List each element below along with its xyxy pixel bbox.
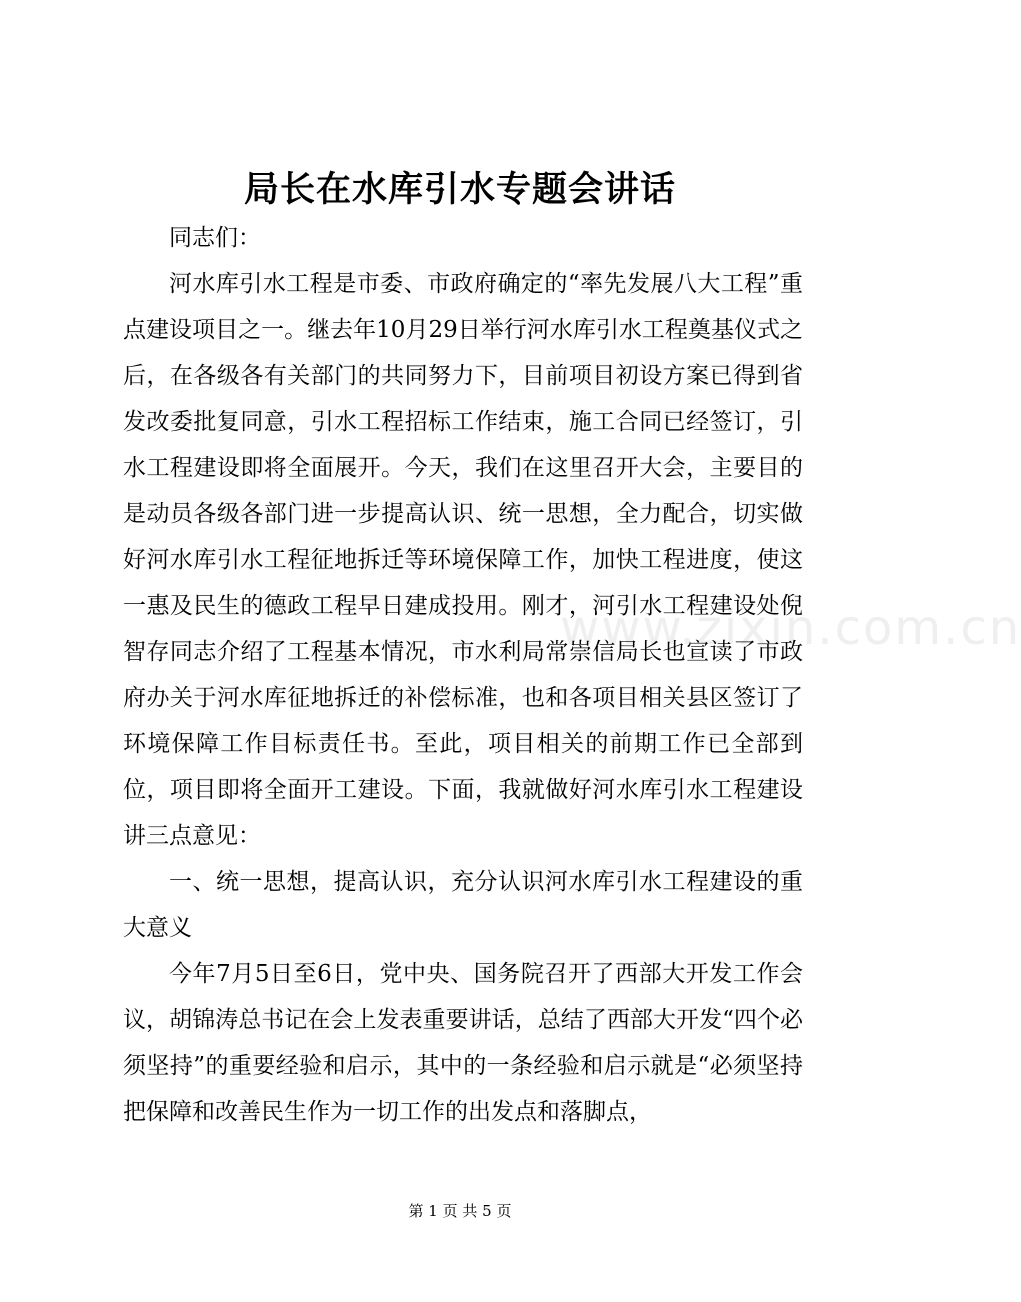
document-body xyxy=(123,215,803,1135)
document-title: 局长在水库引水专题会讲话 xyxy=(243,169,676,210)
watermark-text: www.zixin.com.cn xyxy=(560,600,1021,656)
paragraph-section-one: 今年7月5日至6日，党中央、国务院召开了西部大开发工作会议，胡锦涛总书记在会上发表重要讲话，总结了西部大开发“四个必须坚持”的重要经验和启示，其中的一条经验和启示就是“必须坚持把保障和改善民生作为一切工作的出发点和落脚点， xyxy=(123,961,803,1125)
salutation: 同志们： xyxy=(169,225,261,251)
section-heading-one: 一、统一思想，提高认识，充分认识河水库引水工程建设的重大意义 xyxy=(123,869,803,941)
page-footer: 第 1 页 共 5 页 xyxy=(408,1202,512,1220)
paragraph-intro: 河水库引水工程是市委、市政府确定的“率先发展八大工程”重点建设项目之一。继去年10月29日举行河水库引水工程奠基仪式之后，在各级各有关部门的共同努力下，目前项目初设方案已得到省发改委批复同意，引水工程招标工作结束，施工合同已经签订，引水工程建设即将全面展开。今天，我们在这里召开大会，主要目的是动员各级各部门进一步提高认识、统一思想，全力配合，切实做好河水库引水工程征地拆迁等环境保障工作，加快工程进度，使这一惠及民生的德政工程早日建成投用。刚才，河引水工程建设处倪智存同志介绍了工程基本情况，市水利局常崇信局长也宣读了市政府办关于河水库征地拆迁的补偿标准，也和各项目相关县区签订了环境保障工作目标责任书。至此，项目相关的前期工作已全部到位，项目即将全面开工建设。下面，我就做好河水库引水工程建设讲三点意见： xyxy=(123,271,803,849)
